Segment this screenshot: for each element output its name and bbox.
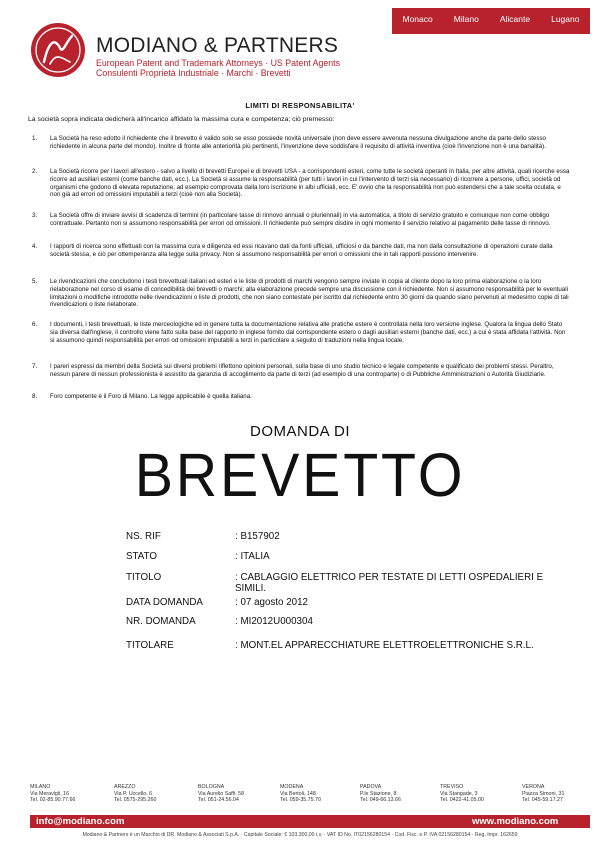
legal-notice: Modiano & Partners è un Marchio di DR. Modiano & Associati S.p.A. · Capitale Sociale: € 103.300,00 i.v. · VAT ID No. IT02156280154 · Cod. Fisc. e P. IVA 02156280154 · Reg. Impr. 162659 [82,832,518,838]
city-milano: Milano [453,14,479,24]
clause-text: I rapporti di ricerca sono effettuati con la massima cura e diligenza ed essi ricavano dati da fonti ufficiali, ufficiosi o da banche dati, ma non dalla consultazione di operazioni curate dalla società stessa, e ciò per ottemperanza alla legge sulla privacy. Non si assumono responsabilità per errori o omissioni che in tali rapporti possono intervenire. [50,243,553,258]
clause-number: 5. [32,278,38,285]
field-value: : 07 agosto 2012 [235,597,308,608]
office-phone: Tel. 059-35.75.70 [280,797,321,803]
limiti-intro: La società sopra indicata dedicherà all'incarico affidato la massima cura e competenza; ciò premesso: [28,116,335,123]
office-phone: Tel. 02-85.90.77.66 [30,797,76,803]
field-label: TITOLARE [126,640,174,651]
office-bologna [198,784,244,804]
office-address: Via Bertoli, 148 [280,790,316,797]
city-lugano: Lugano [551,14,580,24]
email-link[interactable]: info@modiano.com [36,816,125,827]
field-label: TITOLO [126,572,162,583]
domanda-subtitle: DOMANDA DI [249,423,350,440]
office-city: TREVISO [440,784,464,790]
field-label: STATO [126,551,158,562]
modiano-logo-icon [30,22,86,78]
office-treviso [440,784,484,804]
clause-number: 4. [32,243,38,250]
field-label: NS. RIF [126,531,161,542]
city-monaco: Monaco [402,14,433,24]
brand-tagline-1: European Patent and Trademark Attorneys · US Patent Agents [96,58,341,68]
clause-number: 7. [32,363,38,370]
website-link[interactable]: www.modiano.com [472,816,559,827]
limiti-title: LIMITI DI RESPONSABILITA' [245,101,355,110]
field-value: : MI2012U000304 [235,616,313,627]
field-label: NR. DOMANDA [126,616,196,627]
clause-text: I pareri espressi da membri della Società sui diversi problemi riflettono opinioni personali, sulla base di uno studio tecnico e legale competente e qualificato dei problemi stessi. Peraltro, nessun parere di nessun professionista è assistito da garanzia di accoglimento da parte di terzi (ad esempio di una controparte) o di Pubbliche Amministrazioni o Autorità Giudiziarie. [50,363,554,378]
office-address: Via Meravigli, 16 [30,790,70,797]
office-address: Via Stangade, 3 [440,790,478,797]
clause-number: 8. [32,393,38,400]
office-verona [522,784,564,804]
office-phone: Tel. 051-24.56.04 [198,797,239,803]
brevetto-title: BREVETTO [134,441,466,509]
office-city: MILANO [30,784,51,790]
clause-text: La Società offre di inviare avvisi di scadenza di termini (in particolare tasse di rinnovo annuali o pluriennali) in via automatica, a titolo di servizio gratuito e comunque non come obbligo contrattuale. Pertanto non si assumono responsabilità per errori od omissioni. Il richiedente può sempre disdire in ogni momento il servizio relativo al pagamento delle tasse di rinnovo. [50,212,551,227]
office-address: Piazza Simoni, 31 [522,790,565,797]
office-phone: Tel. 045-59.17.27 [522,797,563,803]
brand-tagline-2: Consulenti Proprietà Industriale · Marchi · Brevetti [96,68,291,78]
clause-number: 3. [32,212,38,219]
city-alicante: Alicante [499,14,531,24]
office-padova [360,784,401,804]
office-phone: Tel. 049-66.13.66 [360,797,401,803]
field-value: : CABLAGGIO ELETTRICO PER TESTATE DI LETTI OSPEDALIERI E SIMILI. [235,572,544,594]
field-value: : ITALIA [235,551,270,562]
clause-number: 2. [32,168,38,175]
office-address: Via Aurelio Saffi, 58 [198,790,245,797]
field-value: : MONT.EL APPARECCHIATURE ELETTROELETTRONICHE S.R.L. [235,640,534,651]
office-city: AREZZO [114,784,136,790]
clause-number: 1. [32,135,38,142]
clause-text: La Società ricorre per i lavori all'estero - salvo a livello di brevetti Europei e di brevetti USA - a corrispondenti esteri, come tutte le società operanti in Italia, per altre attività, quali ricerche essa ricorre ad ausiliari esterni (come banche dati, ecc.). La Società si assume la responsabilità (per tutti i lavori in cui l'intervento di terzi sia necessario) di ricorrere a persone, uffici, società od organismi che godono di elevata reputazione, ad esempio comprovata dalla loro iscrizione in albi ufficiali, ecc. E' ovvio che la responsabilità non può estendersi che a tale scelta oculata, e non già ad errori od omissioni imputabili a terzi (cioè non alla Società). [50,168,570,199]
clause-text: Le rivendicazioni che concludono i testi brevettuali italiani ed esteri e le liste di prodotti di marchi vengono sempre inviate in copia al cliente dopo la loro prima elaborazione o la loro rielaborazione nel corso di esame di concedibilità dei brevetti o marchi; alla elaborazione precede sempre una discussione con il richiedente. Non si assumono responsabilità per le eventuali limitazioni o modifiche introdotte nelle rivendicazioni o liste di prodotti, che non siano contestate per iscritto dal richiedente entro 30 giorni da quando siano pervenuti al medesimo copie di tali rivendicazioni o liste rielaborate. [50,278,569,309]
office-milano [30,784,75,804]
office-address: Via P. Uccello, 6 [114,790,153,797]
office-address: P.le Stazione, 8 [360,790,397,797]
office-arezzo [114,784,156,804]
office-city: PADOVA [360,784,382,790]
top-city-list [392,14,590,24]
office-city: BOLOGNA [198,784,225,790]
office-city: VERONA [522,784,545,790]
office-city: MODENA [280,784,304,790]
field-value: : B157902 [235,531,280,542]
clause-number: 6. [32,321,38,328]
field-label: DATA DOMANDA [126,597,203,608]
clause-text: Foro competente è il Foro di Milano. La legge applicabile è quella italiana. [50,393,252,400]
clause-text: I documenti, i testi brevettuali, le liste merceologiche ed in genere tutta la documentazione relativa alle pratiche estere è controllata nella loro versione inglese. Qualora la lingua dello Stato sia diversa dall'inglese, il controllo viene fatto sulla base del rapporto in inglese fornito dal corrispondente estero o dagli ausiliari esterni (banche dati, ecc.) a cui è stata affidata l'attività. Non si assumono quindi responsabilità per errori od omissioni imputabili a terzi in particolare a seguito di traduzioni nella lingua locale. [50,321,566,344]
office-modena [280,784,321,804]
office-phone: Tel. 0575-295.260 [114,797,157,803]
office-phone: Tel. 0422-41.05.00 [440,797,484,803]
clause-text: La Società ha reso edotto il richiedente che il brevetto è valido solo se esso possiede novità universale (non deve essere avvenuta nessuna divulgazione anche da parte dello stesso richiedente in alcuna parte del mondo). Inoltre di fronte alle anteriorità più pertinenti, l'invenzione deve soddisfare il requisito di attività inventiva (cioè l'invenzione non è una banalità). [50,135,547,150]
brand-name: MODIANO & PARTNERS [96,34,339,57]
